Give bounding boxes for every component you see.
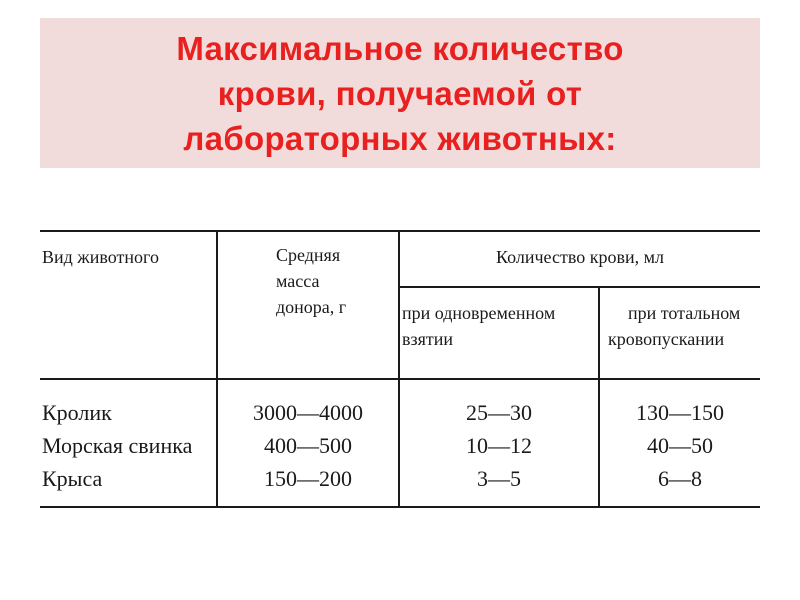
title-line-1: Максимальное количество: [176, 29, 624, 67]
header-total-line-1: при тотальном: [628, 303, 741, 323]
header-mass-line-3: донора, г: [276, 297, 347, 317]
single-column: [400, 396, 598, 495]
table-row-species: Крыса: [42, 466, 103, 491]
table-row-single: 10—12: [466, 433, 532, 458]
header-mass-line-2: масса: [276, 271, 320, 291]
header-species: [42, 244, 159, 270]
header-mass: [276, 242, 346, 320]
header-blood-amount-text: Количество крови, мл: [496, 247, 664, 267]
title-line-2: крови, получаемой от: [217, 74, 583, 112]
header-blood-amount: [400, 244, 760, 270]
title-banner: [40, 18, 760, 168]
table-row-total: 130—150: [636, 400, 724, 425]
table-row-mass: 3000—4000: [253, 400, 363, 425]
mass-column: [218, 396, 398, 495]
header-single-line-1: при одновременном: [402, 303, 556, 323]
table-row-mass: 400—500: [264, 433, 352, 458]
table-top-rule: [40, 230, 760, 232]
header-mass-line-1: Средняя: [276, 245, 341, 265]
header-total-line-2: кровопускании: [608, 329, 725, 349]
table-row-mass: 150—200: [264, 466, 352, 491]
total-column: [600, 396, 760, 495]
subheader-rule: [398, 286, 760, 288]
header-single-line-2: взятии: [402, 329, 454, 349]
table-bottom-rule: [40, 506, 760, 508]
species-column: [42, 396, 192, 495]
table-row-species: Морская свинка: [42, 433, 193, 458]
table-row-single: 3—5: [477, 466, 521, 491]
table-row-total: 40—50: [647, 433, 713, 458]
table-row-species: Кролик: [42, 400, 112, 425]
header-bottom-rule: [40, 378, 760, 380]
slide-title: [176, 26, 623, 161]
header-species-text: Вид животного: [42, 247, 159, 267]
header-single-draw: [402, 300, 555, 352]
table-row-total: 6—8: [658, 466, 702, 491]
table-row-single: 25—30: [466, 400, 532, 425]
blood-volume-table: [40, 230, 760, 510]
header-total-bleed: [608, 300, 740, 352]
title-line-3: лабораторных животных:: [183, 119, 617, 157]
